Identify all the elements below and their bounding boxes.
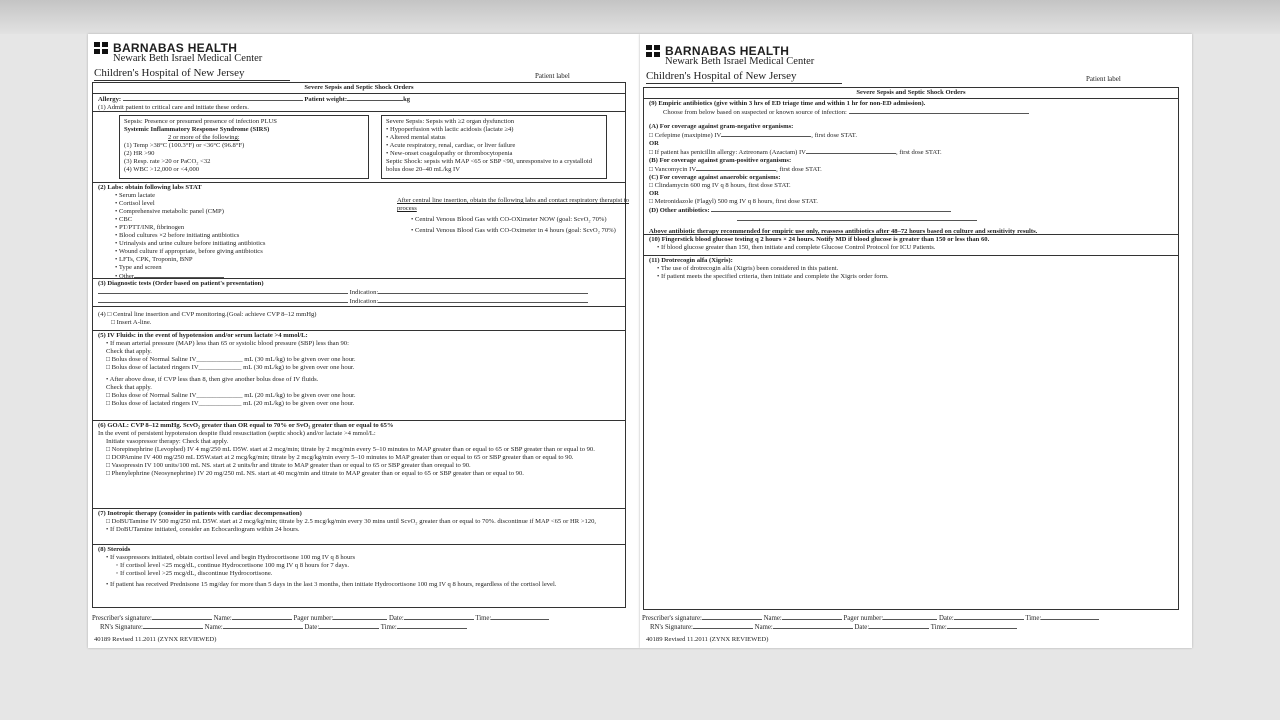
form-title: Severe Sepsis and Septic Shock Orders [93, 83, 625, 94]
fluid-line: Check that apply. [106, 348, 152, 356]
diagnostic-field[interactable] [98, 288, 348, 294]
indication-label: Indication: [349, 289, 379, 297]
inotrope-line: • If DoBUTamine initiated, consider an Echocardiogram within 24 hours. [106, 526, 300, 534]
letterhead [94, 42, 290, 81]
section-1-text: (1) Admit patient to critical care and initiate these orders. [98, 104, 249, 112]
time-field[interactable] [491, 614, 549, 620]
date-label: Date: [939, 615, 954, 622]
section-3-title: (3) Diagnostic tests (Order based on patient's presentation) [98, 280, 264, 288]
name-field[interactable] [232, 614, 292, 620]
severe-item: • Hypoperfusion with lactic acidosis (lactate ≥4) [386, 126, 514, 134]
time-label: Time: [380, 624, 397, 632]
time-label: Time: [475, 615, 492, 622]
vaso-order[interactable]: □ Norepinephrine (Levophed) IV 4 mg/250 mL D5W. start at 2 mcg/min; titrate by 2 mcg/min every 5–10 minutes to MAP greater than or equal to 65 or SBP greater than or equal to 90. [106, 446, 595, 454]
section-3-diagnostics [93, 279, 625, 307]
pager-label: Pager number: [843, 615, 884, 622]
time-field[interactable] [397, 623, 467, 629]
rn-signature-field[interactable] [693, 623, 753, 629]
septic-shock-definition: Septic Shock: sepsis with MAP <65 or SBP <90, unresponsive to a crystalloid bolus dose 20–40 mL/kg IV [386, 158, 593, 174]
name-label: Name: [754, 624, 773, 632]
date-field[interactable] [404, 614, 474, 620]
section-2-labs [93, 183, 629, 281]
lab-item: • PT/PTT/INR, fibrinogen [115, 224, 185, 232]
infection-source-field[interactable] [849, 108, 1029, 114]
pager-label: Pager number: [293, 615, 334, 622]
form-code: 40189 Revised 11.2011 (ZYNX REVIEWED) [646, 636, 769, 643]
section-7-inotropic [93, 509, 625, 545]
order-form-page-2 [640, 34, 1192, 648]
fluid-line: Check that apply. [106, 384, 152, 392]
sepsis-definition: Sepsis: Presence or presumed presence of infection PLUS [124, 118, 277, 126]
lab-item: • Comprehensive metabolic panel (CMP) [115, 208, 224, 216]
name-label: Name: [213, 615, 232, 622]
cefepime-dose-field[interactable] [721, 131, 811, 137]
name-label: Name: [763, 615, 782, 622]
sirs-item: (4) WBC >12,000 or <4,000 [124, 166, 200, 174]
sirs-item: (1) Temp >38°C (100.3°F) or <36°C (96.8°F) [124, 142, 245, 150]
form-title: Severe Sepsis and Septic Shock Orders [644, 88, 1178, 99]
allergy-label: Allergy: [98, 96, 122, 104]
aztreonam-order[interactable]: □ If patient has penicillin allergy: Aztreonam (Azactam) IV [649, 149, 806, 157]
section-8-title: (8) Steroids [98, 546, 131, 554]
lab-item: • Other [115, 273, 134, 281]
section-9-title: (9) Empiric antibiotics (give within 3 hrs of ED triage time and within 1 hr for non-ED admission). [649, 100, 926, 108]
severe-item: • Acute respiratory, renal, cardiac, or liver failure [386, 142, 516, 150]
section-7-title: (7) Inotropic therapy (consider in patients with cardiac decompensation) [98, 510, 302, 518]
section-8-steroids [93, 545, 625, 590]
first-dose-text: , first dose STAT. [895, 149, 942, 157]
first-dose-text: , first dose STAT. [776, 166, 822, 174]
glucose-line: • If blood glucose greater than 150, then initiate and complete Glucose Control Protocol for ICU Patients. [657, 244, 936, 252]
definitions [93, 112, 625, 183]
hospital-name: Newark Beth Israel Medical Center [665, 56, 815, 67]
barnabas-logo-icon [646, 45, 660, 57]
other-lab-field[interactable] [134, 272, 224, 278]
rn-signature-field[interactable] [143, 623, 203, 629]
allergy-field[interactable] [123, 95, 303, 101]
signature-block [642, 614, 1182, 633]
prescriber-label: Prescriber's signature: [92, 615, 152, 622]
inotrope-order[interactable]: □ DoBUTamine IV 500 mg/250 mL D5W. start at 2 mcg/kg/min; titrate by 2.5 mcg/kg/min every 30 mins until ScvO₂ greater than or equal to 70%. discontinue if MAP <65 or HR >120, [106, 518, 597, 526]
pager-field[interactable] [333, 614, 387, 620]
diagnostic-field[interactable] [98, 297, 348, 303]
childrens-hospital: Children's Hospital of New Jersey [646, 71, 842, 84]
childrens-hospital: Children's Hospital of New Jersey [94, 68, 290, 81]
rn-signature-label: RN's Signature: [650, 624, 693, 632]
rn-signature-label: RN's Signature: [100, 624, 143, 632]
vancomycin-order[interactable]: □ Vancomycin IV [649, 166, 697, 174]
patient-label: Patient label [1086, 75, 1121, 83]
time-label: Time: [1025, 615, 1042, 622]
fluid-order[interactable]: □ Bolus dose of Normal Saline IV______________ mL (30 mL/kg) to be given over one hour. [106, 356, 356, 364]
steroid-line: • If vasopressors initiated, obtain cortisol level and begin Hydrocortisone 100 mg IV q 8 hours [106, 554, 356, 562]
sirs-title: Systemic Inflammatory Response Syndrome (SIRS) [124, 126, 270, 134]
name-field[interactable] [773, 623, 853, 629]
anaerobic-title: (C) For coverage against anaerobic organisms: [649, 174, 781, 182]
section-10-title: (10) Fingerstick blood glucose testing q 2 hours × 24 hours. Notify MD if blood glucose is greater than 150 or less than 60. [649, 236, 990, 244]
time-field[interactable] [947, 623, 1017, 629]
lab-item: • Wound culture if appropriate, before giving antibiotics [115, 248, 263, 256]
section-11-xigris [644, 256, 1178, 282]
severe-item: • New-onset coagulopathy or thrombocytopenia [386, 150, 513, 158]
date-label: Date: [854, 624, 870, 632]
sirs-item: (2) HR >90 [124, 150, 155, 158]
lab-item: • LFTs, CPK, Troponin, BNP [115, 256, 193, 264]
severe-sepsis-title: Severe Sepsis: Sepsis with ≥2 organ dysfunction [386, 118, 515, 126]
name-field[interactable] [223, 623, 303, 629]
date-label: Date: [389, 615, 404, 622]
patient-label: Patient label [535, 72, 570, 80]
reassess-note: Above antibiotic therapy recommended for empiric use only, reassess antibiotics after 48–72 hours based on culture and sensitivity results. [649, 228, 1038, 236]
order-form-page-1 [88, 34, 640, 648]
central-line-title: After central line insertion, obtain the following labs and contact respiratory therapist to process [397, 197, 629, 213]
fluid-order[interactable]: □ Bolus dose of lactated ringers IV_____________ mL (20 mL/kg) to be given over one hour. [106, 400, 355, 408]
other-antibiotics-label: (D) Other antibiotics: [649, 207, 710, 215]
aztreonam-dose-field[interactable] [806, 148, 896, 154]
a-line-order[interactable]: □ Insert A-line. [111, 319, 152, 327]
date-label: Date: [304, 624, 320, 632]
time-label: Time: [930, 624, 947, 632]
kg-unit: kg [403, 96, 411, 104]
section-5-title: (5) IV Fluids: in the event of hypotension and/or serum lactate >4 mmol/L: [98, 332, 308, 340]
section-4 [93, 307, 625, 331]
xigris-line: • The use of drotrecogin alfa (Xigris) been considered in this patient. [657, 265, 839, 273]
fluid-line: • If mean arterial pressure (MAP) less than 65 or systolic blood pressure (SBP) less than 90: [106, 340, 349, 348]
fluid-line: • After above dose, if CVP less than 8, then give another bolus dose of IV fluids. [106, 376, 319, 384]
fluid-order[interactable]: □ Bolus dose of Normal Saline IV______________ mL (20 mL/kg) to be given over one hour. [106, 392, 356, 400]
sirs-box [119, 115, 369, 179]
name-field[interactable] [782, 614, 842, 620]
date-field[interactable] [954, 614, 1024, 620]
steroid-line: • If patient has received Prednisone 15 mg/day for more than 5 days in the last 3 months, then initiate Hydrocortisone 100 mg IV q 8 hours, regardless of the cortisol level. [106, 581, 557, 589]
vaso-line: Initiate vasopressor therapy: Check that apply. [106, 438, 229, 446]
section-2-title: (2) Labs: obtain following labs STAT [98, 184, 202, 192]
steroid-line: ◦ If cortisol level >25 mcg/dL, discontinue Hydrocortisone. [116, 570, 273, 578]
other-antibiotics-field[interactable] [737, 215, 977, 221]
pager-field[interactable] [883, 614, 937, 620]
metronidazole-order[interactable]: □ Metronidazole (Flagyl) 500 mg IV q 8 hours, first dose STAT. [649, 198, 818, 206]
lab-item: • Urinalysis and urine culture before initiating antibiotics [115, 240, 266, 248]
prescriber-field[interactable] [152, 614, 212, 620]
section-11-title: (11) Drotrecogin alfa (Xigris): [649, 257, 733, 265]
gram-positive-title: (B) For coverage against gram-positive organisms: [649, 157, 792, 165]
steroid-line: ◦ If cortisol level <25 mcg/dL, continue Hydrocortisone 100 mg IV q 8 hours for 7 days. [116, 562, 350, 570]
fluid-order[interactable]: □ Bolus dose of lactated ringers IV_____________ mL (30 mL/kg) to be given over one hour. [106, 364, 355, 372]
letterhead [646, 45, 842, 84]
lab-item: • Cortisol level [115, 200, 155, 208]
or-text: OR [649, 140, 659, 148]
first-dose-text: , first dose STAT. [811, 132, 857, 140]
brand-name: BARNABAS HEALTH [665, 44, 790, 58]
section-6-title: (6) GOAL: CVP 8–12 mmHg. ScvO₂ greater than OR equal to 70% or SvO₂ greater than or equal to 65% [98, 422, 394, 430]
weight-field[interactable] [347, 95, 403, 101]
lab-item: • Serum lactate [115, 192, 156, 200]
date-field[interactable] [319, 623, 379, 629]
clindamycin-order[interactable]: □ Clindamycin 600 mg IV q 8 hours, first dose STAT. [649, 182, 791, 190]
section-6-vasopressors [93, 421, 625, 509]
name-label: Name: [204, 624, 223, 632]
form-code: 40189 Revised 11.2011 (ZYNX REVIEWED) [94, 636, 217, 643]
central-lab-item: • Central Venous Blood Gas with CO-OXimeter NOW (goal: ScvO₂ 70%) [411, 216, 607, 224]
hospital-name: Newark Beth Israel Medical Center [113, 53, 263, 64]
central-lab-item: • Central Venous Blood Gas with CO-Oximeter in 4 hours (goal: ScvO₂ 70%) [411, 227, 616, 235]
signature-block [92, 614, 632, 633]
section-9-antibiotics [644, 99, 1178, 235]
lab-item: • Blood cultures ×2 before initiating antibiotics [115, 232, 240, 240]
section-9-sub: Choose from below based on suspected or known source of infection: [663, 109, 847, 117]
date-field[interactable] [869, 623, 929, 629]
section-10-glucose [644, 235, 1178, 256]
indication-field[interactable] [378, 288, 588, 294]
brand-name: BARNABAS HEALTH [113, 41, 238, 55]
severe-item: • Altered mental status [386, 134, 446, 142]
weight-label: Patient weight: [304, 96, 348, 104]
barnabas-logo-icon [94, 42, 108, 54]
form-frame [92, 82, 629, 608]
severe-sepsis-box [381, 115, 607, 179]
time-field[interactable] [1041, 614, 1099, 620]
lab-item: • CBC [115, 216, 133, 224]
slide-top-band [0, 0, 1280, 34]
gram-negative-title: (A) For coverage against gram-negative organisms: [649, 123, 794, 131]
cefepime-order[interactable]: □ Cefepime (maxipime) IV [649, 132, 722, 140]
indication-label: Indication: [349, 298, 379, 306]
or-text: OR [649, 190, 659, 198]
vaso-order[interactable]: □ Phenylephrine (Neosynephrine) IV 20 mg/250 mL NS. start at 40 mcg/min and titrate to MAP greater than or equal to 65 or SBP greater than or equal to 90. [106, 470, 524, 478]
central-line-order[interactable]: (4) □ Central line insertion and CVP monitoring.(Goal: achieve CVP 8–12 mmHg) [98, 311, 317, 319]
xigris-line: • If patient meets the specified criteria, then initiate and complete the Xigris order form. [657, 273, 889, 281]
section-1 [93, 94, 625, 112]
form-frame [643, 87, 1179, 610]
prescriber-label: Prescriber's signature: [642, 615, 702, 622]
sirs-item: (3) Resp. rate >20 or PaCO₂ <32 [124, 158, 211, 166]
vaso-order[interactable]: □ Vasopressin IV 100 units/100 mL NS. start at 2 units/hr and titrate to MAP greater than or equal to 65 or SBP greater than orequal to 90. [106, 462, 471, 470]
vancomycin-dose-field[interactable] [696, 165, 776, 171]
vaso-line: In the event of persistent hypotension despite fluid resuscitation (septic shock) and/or lactate >4 mmol/L: [98, 430, 376, 438]
section-5-fluids [93, 331, 625, 421]
lab-item: • Type and screen [115, 264, 162, 272]
indication-field[interactable] [378, 297, 588, 303]
sirs-sub: 2 or more of the following: [168, 134, 240, 142]
vaso-order[interactable]: □ DOPAmine IV 400 mg/250 mL D5W.start at 2 mcg/kg/min; titrate by 2 mcg/kg/min every 5–10 minutes to MAP greater than or equal to 65 or SBP greater than or equal to 90. [106, 454, 574, 462]
other-antibiotics-field[interactable] [711, 206, 951, 212]
prescriber-field[interactable] [702, 614, 762, 620]
